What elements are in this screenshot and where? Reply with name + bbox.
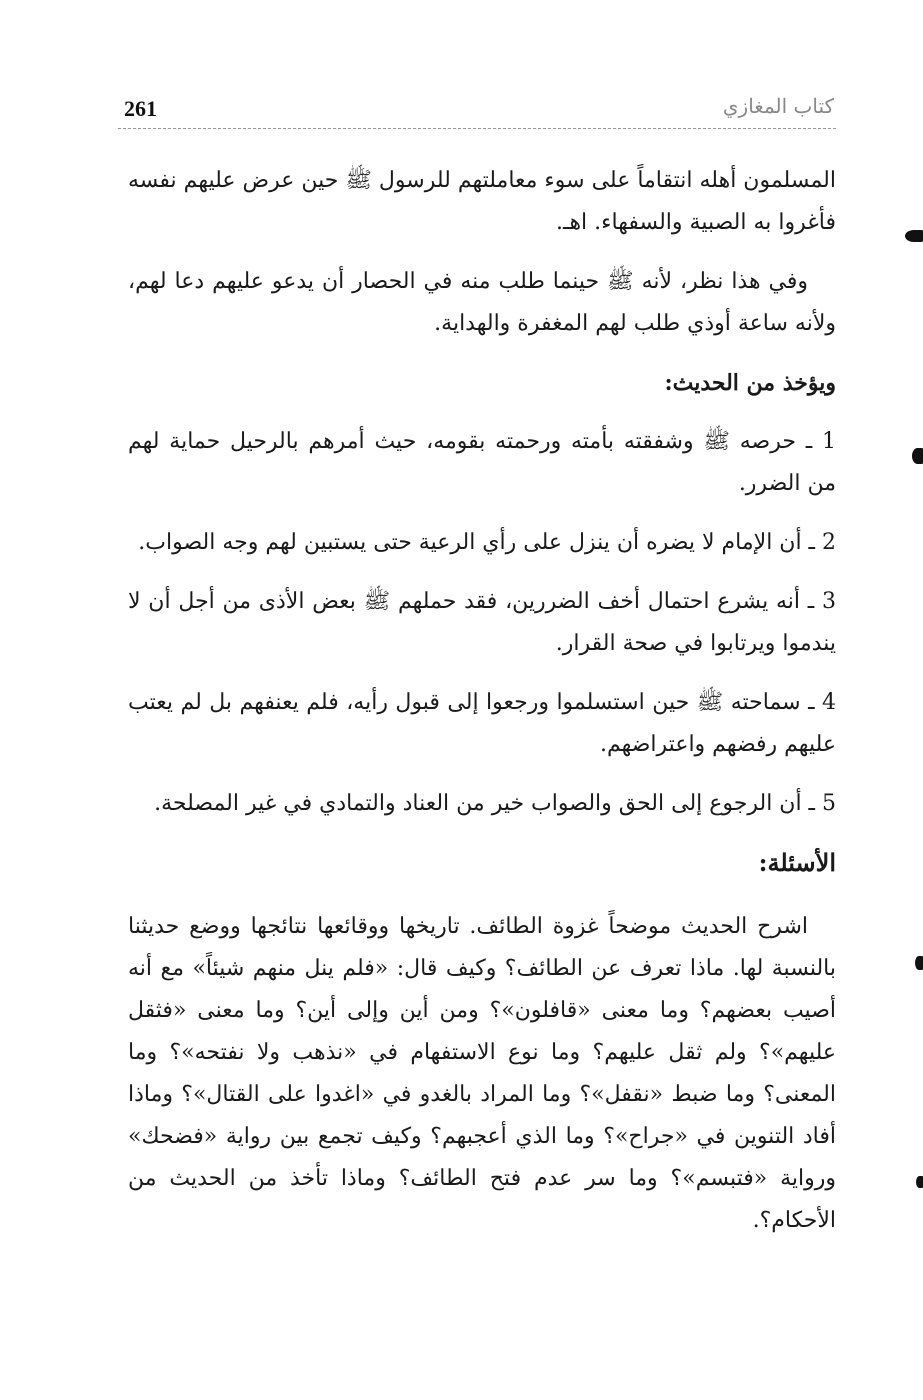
lesson-item: 3 ـ أنه يشرع احتمال أخف الضررين، فقد حملهم ﷺ بعض الأذى من أجل أن لا يندموا ويرتابوا في صحة القرار. <box>128 589 836 656</box>
lessons-heading: ويؤخذ من الحديث: <box>664 370 836 396</box>
questions-heading: الأسئلة: <box>758 848 836 877</box>
scan-edge-mark <box>905 230 923 242</box>
scan-edge-mark <box>912 448 923 464</box>
paragraph-commentary: وفي هذا نظر، لأنه ﷺ حينما طلب منه في الحصار أن يدعو عليهم دعا لهم، ولأنه ساعة أوذي طلب لهم المغفرة والهداية. <box>128 269 836 336</box>
lesson-item: 5 ـ أن الرجوع إلى الحق والصواب خير من العناد والتمادي في غير المصلحة. <box>154 791 836 816</box>
page-number: 261 <box>124 96 157 121</box>
running-title: كتاب المغازي <box>722 94 834 118</box>
paragraph-continuation: المسلمون أهله انتقاماً على سوء معاملتهم للرسول ﷺ حين عرض عليهم نفسه فأغروا به الصبية والسفهاء. اهـ. <box>128 168 836 235</box>
lesson-item: 4 ـ سماحته ﷺ حين استسلموا ورجعوا إلى قبول رأيه، فلم يعنفهم بل لم يعتب عليهم رفضهم واعتراضهم. <box>128 690 836 757</box>
page-body <box>128 160 836 1242</box>
page-header <box>118 92 836 132</box>
questions-paragraph: اشرح الحديث موضحاً غزوة الطائف. تاريخها ووقائعها نتائجها ووضع حديثنا بالنسبة لها. ماذا تعرف عن الطائف؟ وكيف قال: «فلم ينل منهم شيئاً» مع أنه أصيب بعضهم؟ وما معنى «قافلون»؟ ومن أين وإلى أين؟ وما معنى «فثقل عليهم»؟ ولم ثقل عليهم؟ وما نوع الاستفهام في «نذهب ولا نفتحه»؟ وما المعنى؟ وما ضبط «نقفل»؟ وما المراد بالغدو في «اغدوا على القتال»؟ وماذا أفاد التنوين في «جراح»؟ وما الذي أعجبهم؟ وكيف تجمع بين رواية «فضحك» ورواية «فتبسم»؟ وما سر عدم فتح الطائف؟ وماذا تأخذ من الحديث من الأحكام؟. <box>128 914 837 1233</box>
header-divider <box>118 128 836 129</box>
scan-edge-mark <box>915 956 923 970</box>
scan-edge-mark <box>916 1176 923 1188</box>
lesson-item: 1 ـ حرصه ﷺ وشفقته بأمته ورحمته بقومه، حيث أمرهم بالرحيل حماية لهم من الضرر. <box>128 429 836 496</box>
lesson-item: 2 ـ أن الإمام لا يضره أن ينزل على رأي الرعية حتى يستبين لهم وجه الصواب. <box>138 530 836 555</box>
